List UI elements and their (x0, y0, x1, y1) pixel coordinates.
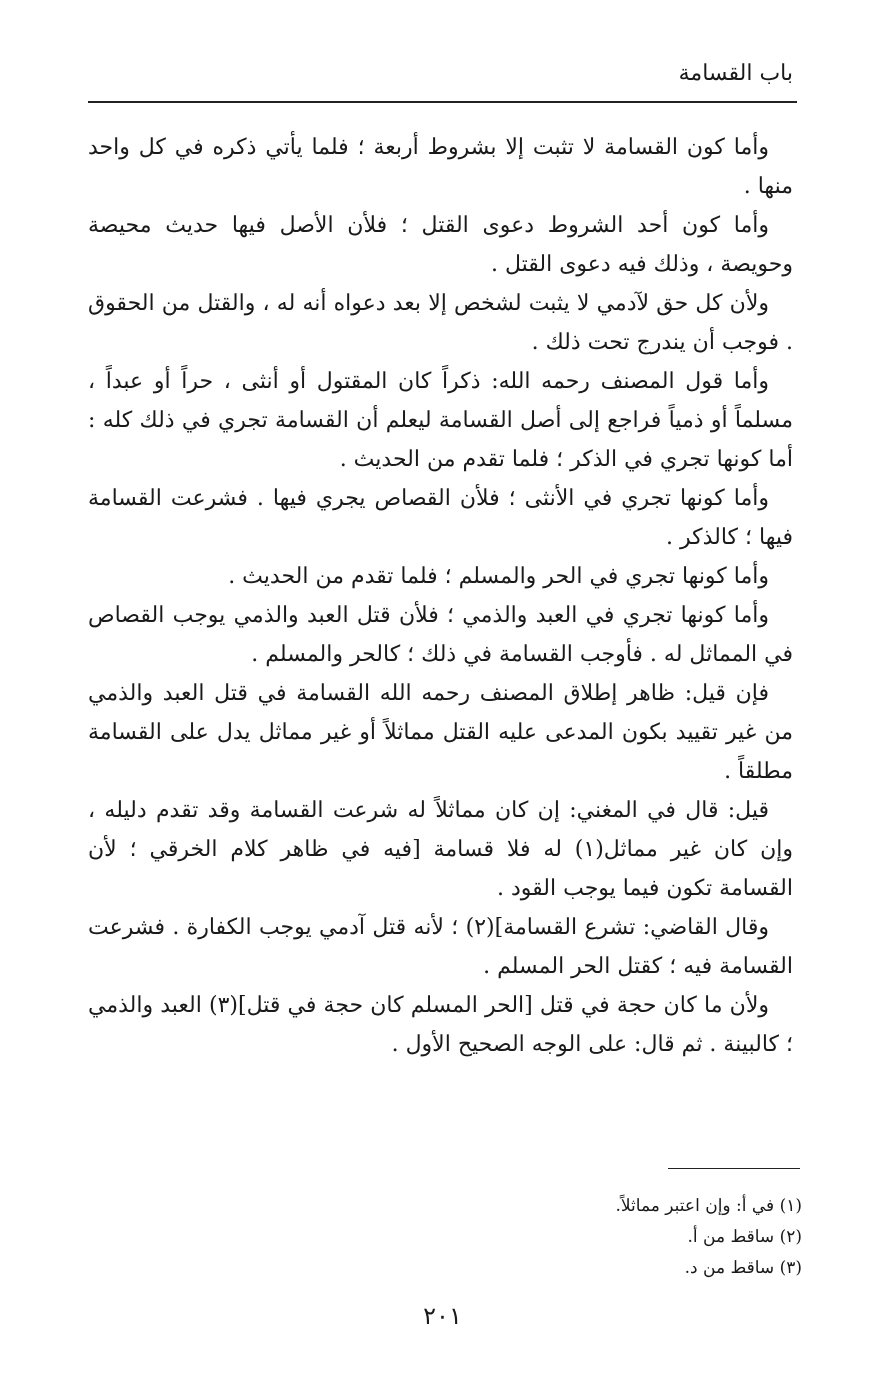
paragraph: ولأن ما كان حجة في قتل [الحر المسلم كان حجة في قتل](٣) العبد والذمي ؛ كالبينة . ثم قال: على الوجه الصحيح الأول . (88, 993, 793, 1057)
paragraph: قيل: قال في المغني: إن كان مماثلاً له شرعت القسامة وقد تقدم دليله ، وإن كان غير مماثل(١) له فلا قسامة [فيه في ظاهر كلام الخرقي ؛ لأن القسامة تكون فيما يوجب القود . (88, 798, 793, 901)
paragraph: وأما قول المصنف رحمه الله: ذكراً كان المقتول أو أنثى ، حراً أو عبداً ، مسلماً أو ذمياً فراجع إلى أصل القسامة ليعلم أن القسامة تجري في ذلك كله : أما كونها تجري في الذكر ؛ فلما تقدم من الحديث . (88, 369, 793, 472)
paragraph: وأما كون القسامة لا تثبت إلا بشروط أربعة ؛ فلما يأتي ذكره في كل واحد منها . (88, 135, 793, 199)
footnote-rule (668, 1168, 800, 1169)
paragraph: فإن قيل: ظاهر إطلاق المصنف رحمه الله القسامة في قتل العبد والذمي من غير تقييد بكون المدعى عليه القتل مماثلاً أو غير مماثل يدل على القسامة مطلقاً . (88, 681, 793, 784)
paragraph: وأما كون أحد الشروط دعوى القتل ؛ فلأن الأصل فيها حديث محيصة وحويصة ، وذلك فيه دعوى القتل . (88, 213, 793, 277)
header-rule (88, 101, 797, 103)
paragraph: ولأن كل حق لآدمي لا يثبت لشخص إلا بعد دعواه أنه له ، والقتل من الحقوق . فوجب أن يندرج تحت ذلك . (88, 291, 793, 355)
paragraph: وأما كونها تجري في العبد والذمي ؛ فلأن قتل العبد والذمي يوجب القصاص في المماثل له . فأوجب القسامة في ذلك ؛ كالحر والمسلم . (88, 603, 793, 667)
footnote: (٢) ساقط من أ. (687, 1227, 802, 1247)
body-text (88, 128, 793, 1064)
paragraph: وقال القاضي: تشرع القسامة](٢) ؛ لأنه قتل آدمي يوجب الكفارة . فشرعت القسامة فيه ؛ كقتل الحر المسلم . (88, 915, 793, 979)
paragraph: وأما كونها تجري في الحر والمسلم ؛ فلما تقدم من الحديث . (228, 564, 769, 589)
paragraph: وأما كونها تجري في الأنثى ؛ فلأن القصاص يجري فيها . فشرعت القسامة فيها ؛ كالذكر . (88, 486, 793, 550)
footnote: (٣) ساقط من د. (684, 1258, 802, 1278)
running-header: باب القسامة (678, 61, 793, 86)
page-number: ٢٠١ (423, 1302, 462, 1330)
footnotes (616, 1191, 803, 1284)
footnote: (١) في أ: وإن اعتبر مماثلاً. (615, 1196, 802, 1216)
